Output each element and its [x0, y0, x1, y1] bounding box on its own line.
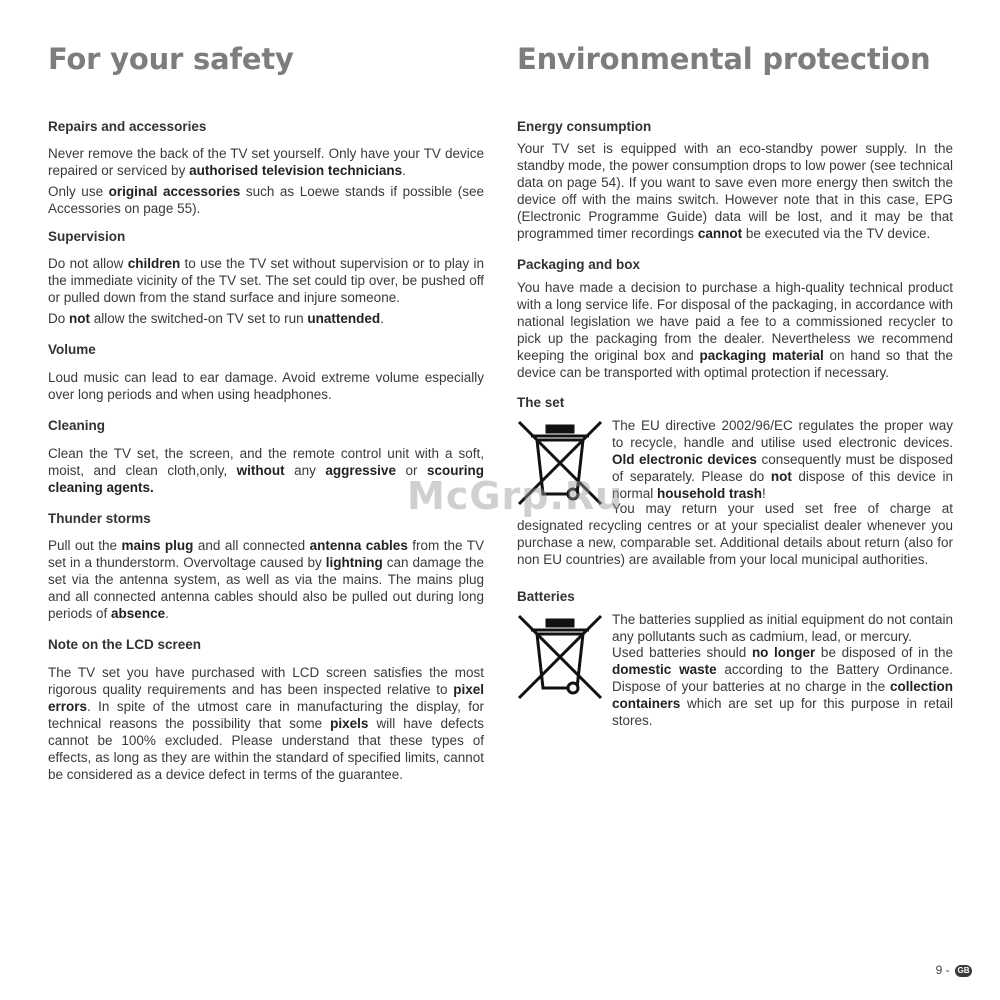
- text-run: allow the switched-on TV set to run: [90, 311, 308, 326]
- text-run: .: [402, 163, 406, 178]
- text-run: Never remove the back of the TV set yourself. Only have your TV device repaired or serviced by: [48, 146, 484, 178]
- page-title-environment: Environmental protection: [517, 42, 931, 76]
- text-run: !: [762, 486, 766, 501]
- para-lcd: [48, 664, 484, 783]
- text-run: be disposed of in the: [815, 645, 954, 660]
- bold-run: not: [770, 469, 792, 484]
- page-footer: [936, 963, 972, 977]
- para-repairs-2: [48, 183, 484, 217]
- text-run: any: [284, 463, 326, 478]
- text-run: Loud music can lead to ear damage. Avoid extreme volume especially over long periods and when using headphones.: [48, 370, 484, 402]
- para-the-set-1: [612, 417, 953, 502]
- page-number: 9 -: [935, 963, 950, 977]
- heading-volume: Volume: [48, 342, 96, 357]
- text-run: or: [395, 463, 427, 478]
- bold-run: children: [127, 256, 181, 271]
- bold-run: Old electronic devices: [612, 452, 757, 467]
- text-run: Do: [48, 311, 70, 326]
- heading-energy: Energy consumption: [517, 119, 652, 134]
- bold-run: unattended: [307, 311, 381, 326]
- text-run: The batteries supplied as initial equipment do not contain any pollutants such as cadmium, lead, or mercury.: [612, 612, 953, 644]
- bold-run: no longer: [751, 645, 816, 660]
- para-packaging: [517, 279, 953, 381]
- para-batteries-1: [612, 611, 953, 645]
- bold-run: antenna cables: [309, 538, 408, 553]
- heading-cleaning: Cleaning: [48, 418, 106, 433]
- heading-the-set: The set: [517, 395, 565, 410]
- text-run: You have made a decision to purchase a high-quality technical product with a long service life. For disposal of the packaging, in accordance with national legislation we have paid a fee to a commissioned recycler to pick up the packaging from the dealer. Nevertheless we recommend keeping the original box and: [517, 280, 953, 363]
- text-run: Only use: [48, 184, 109, 199]
- watermark: McGrp.Ru: [407, 474, 624, 518]
- text-run: according to the Battery Ordinance. Dispose of your batteries at no charge in the: [612, 662, 953, 694]
- text-run: be executed via the TV device.: [742, 226, 931, 241]
- text-run: can damage the set via the antenna system, as well as via the mains. The mains plug and all connected antenna cables should also be pulled out during long periods of: [48, 555, 484, 621]
- bold-run: cannot: [697, 226, 743, 241]
- bold-run: aggressive: [325, 463, 396, 478]
- heading-batteries: Batteries: [517, 589, 575, 604]
- para-energy: [517, 140, 953, 242]
- text-run: Do not allow: [48, 256, 128, 271]
- text-run: will have defects cannot be 100% excluded. Please understand that these types of effects, as long as they are within the standard of specified limits, cannot be considered as a device defect in terms of the guarantee.: [48, 716, 484, 782]
- text-run: to use the TV set without supervision or to play in the immediate vicinity of the TV set. The set could tip over, be pushed off or pulled down from the stand surface and injure someone.: [48, 256, 484, 305]
- para-supervision-1: [48, 255, 484, 306]
- text-run: Used batteries should: [612, 645, 752, 660]
- text-run: and all connected: [193, 538, 310, 553]
- bold-run: household trash: [657, 486, 763, 501]
- language-badge: GB: [955, 965, 972, 977]
- text-run: . In spite of the utmost care in manufacturing the display, for technical reasons the possibility that some: [48, 699, 484, 731]
- para-thunder: [48, 537, 484, 622]
- text-run: Your TV set is equipped with an eco-standby power supply. In the standby mode, the power consumption drops to low power (see technical data on page 54). If you want to save even more energy then switch the device off with the mains switch. However note that in this case, EPG (Electronic Programme Guide) data will be lost, and it may be that programmed timer recordings: [517, 141, 953, 241]
- bold-run: pixels: [330, 716, 369, 731]
- text-run: .: [165, 606, 169, 621]
- text-run: which are set up for this purpose in retail stores.: [612, 696, 953, 728]
- para-volume: [48, 369, 484, 403]
- text-run: Clean the TV set, the screen, and the remote control unit with a soft, moist, and clean cloth,only,: [48, 446, 484, 478]
- text-run: The EU directive 2002/96/EC regulates the proper way to recycle, handle and utilise used electronic devices.: [612, 418, 953, 450]
- text-run: consequently must be disposed of separately. Please do: [612, 452, 953, 484]
- bold-run: domestic waste: [612, 662, 717, 677]
- heading-lcd: Note on the LCD screen: [48, 637, 202, 652]
- text-run: .: [380, 311, 384, 326]
- bold-run: scouring cleaning agents.: [48, 463, 484, 495]
- para-repairs-1: [48, 145, 484, 179]
- bold-run: not: [69, 311, 91, 326]
- text-run: You may return your used set free of charge at designated recycling centres or at your specialist dealer whenever you purchase a new, comparable set. Additional details about return (also for non EU countries) are available from your local municipal authorities.: [517, 501, 953, 567]
- text-run: such as Loewe stands if possible (see Accessories on page 55).: [48, 184, 484, 216]
- bold-run: original accessories: [108, 184, 241, 199]
- heading-packaging: Packaging and box: [517, 257, 641, 272]
- bold-run: collection containers: [612, 679, 953, 711]
- page-title-safety: For your safety: [48, 42, 294, 76]
- heading-thunder: Thunder storms: [48, 511, 151, 526]
- bold-run: packaging material: [699, 348, 824, 363]
- text-run: Pull out the: [48, 538, 122, 553]
- heading-supervision: Supervision: [48, 229, 126, 244]
- text-run: from the TV set in a thunderstorm. Overvoltage caused by: [48, 538, 484, 570]
- bold-run: mains plug: [121, 538, 194, 553]
- text-run: The TV set you have purchased with LCD screen satisfies the most rigorous quality requirements and has been inspected relative to: [48, 665, 484, 697]
- bold-run: lightning: [325, 555, 383, 570]
- bold-run: authorised television technicians: [189, 163, 403, 178]
- text-run: dispose of this device in normal: [612, 469, 953, 501]
- para-batteries-2: [612, 644, 953, 729]
- heading-repairs: Repairs and accessories: [48, 119, 207, 134]
- bold-run: absence: [111, 606, 166, 621]
- para-supervision-2: [48, 310, 484, 327]
- crossed-out-bin-icon-batteries: [517, 612, 603, 700]
- bold-run: pixel errors: [48, 682, 484, 714]
- text-run: on hand so that the device can be transported with optimal protection if necessary.: [517, 348, 953, 380]
- bold-run: without: [236, 463, 285, 478]
